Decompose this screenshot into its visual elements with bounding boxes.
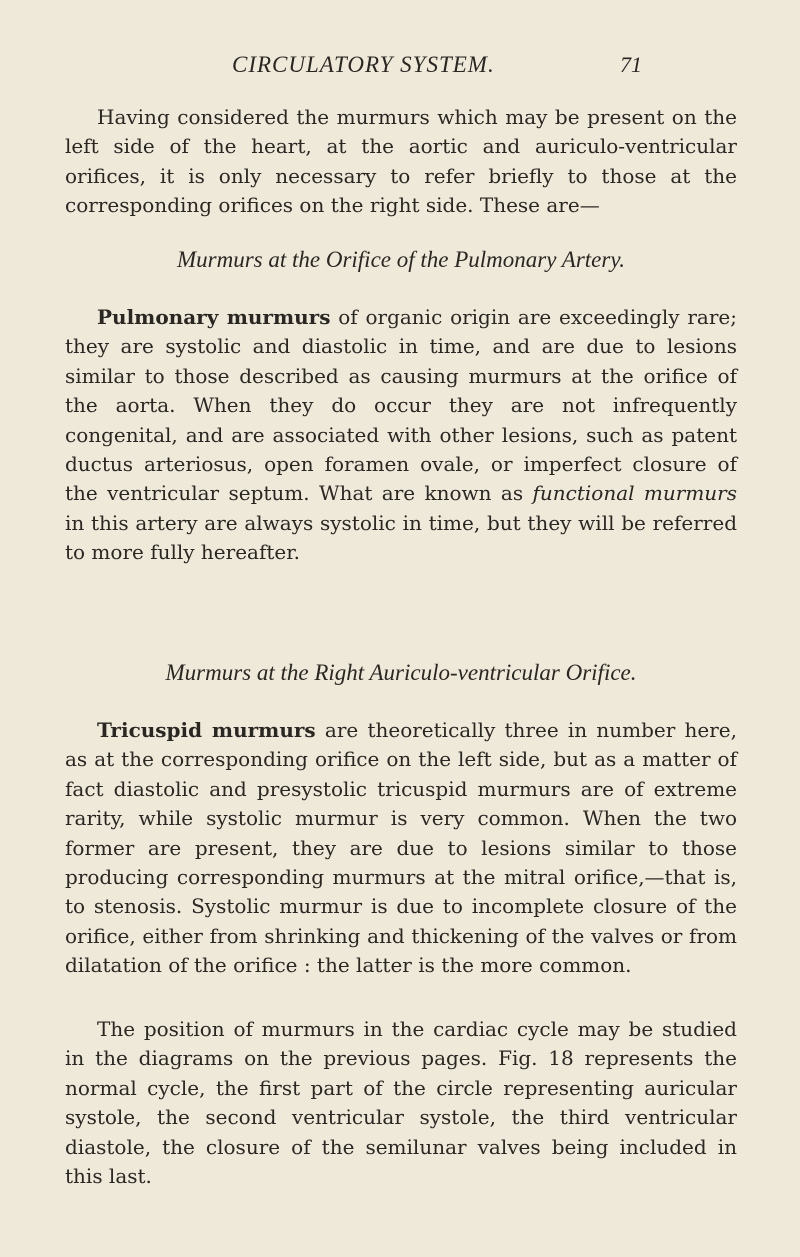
intro-paragraph xyxy=(65,103,737,221)
tricuspid-paragraph xyxy=(65,716,737,981)
pulmonary-lead: Pulmonary murmurs xyxy=(97,305,331,329)
running-head xyxy=(0,52,800,82)
cycle-text: The position of murmurs in the cardiac cycle may be studied in the diagrams on the previous pages. Fig. 18 represents the normal cycle, the first part of the circle representing auricular systole, the second ventricular systole, the third ventricular diastole, the closure of the semilunar valves being included in this last. xyxy=(65,1017,737,1189)
tricuspid-heading: Murmurs at the Right Auriculo-ventricular Orifice. xyxy=(165,660,637,685)
pulmonary-heading: Murmurs at the Orifice of the Pulmonary Artery. xyxy=(176,247,626,272)
cycle-paragraph xyxy=(65,1015,737,1191)
intro-text: Having considered the murmurs which may be present on the left side of the heart, at the aortic and auriculo-ventricular orifices, it is only necessary to refer briefly to those at the corresponding orifices on the right side. These are— xyxy=(65,105,737,218)
page-number: 71 xyxy=(620,52,642,77)
tricuspid-text: are theoretically three in number here, as at the corresponding orifice on the left side, but as a matter of fact diastolic and presystolic tricuspid murmurs are of extreme rarity, while systolic murmur is very common. When the two former are present, they are due to lesions similar to those producing corresponding murmurs at the mitral orifice,—that is, to stenosis. Systolic murmur is due to incomplete closure of the orifice, either from shrinking and thickening of the valves or from dilatation of the orifice : the latter is the more common. xyxy=(65,718,738,978)
running-title: CIRCULATORY SYSTEM. xyxy=(232,52,495,77)
tricuspid-lead: Tricuspid murmurs xyxy=(97,718,316,742)
pulmonary-paragraph xyxy=(65,303,737,568)
pulmonary-text-b: in this artery are always systolic in time, but they will be referred to more fully hereafter. xyxy=(65,510,737,565)
pulmonary-text-a: of organic origin are exceedingly rare; they are systolic and diastolic in time, and are due to lesions similar to those described as causing murmurs at the orifice of the aorta. When they do occur they are not infrequently congenital, and are associated with other lesions, such as patent ductus arteriosus, open foramen ovale, or imperfect closure of the ventricular septum. What are known as xyxy=(65,305,737,506)
pulmonary-emphasis: functional murmurs xyxy=(532,481,737,506)
